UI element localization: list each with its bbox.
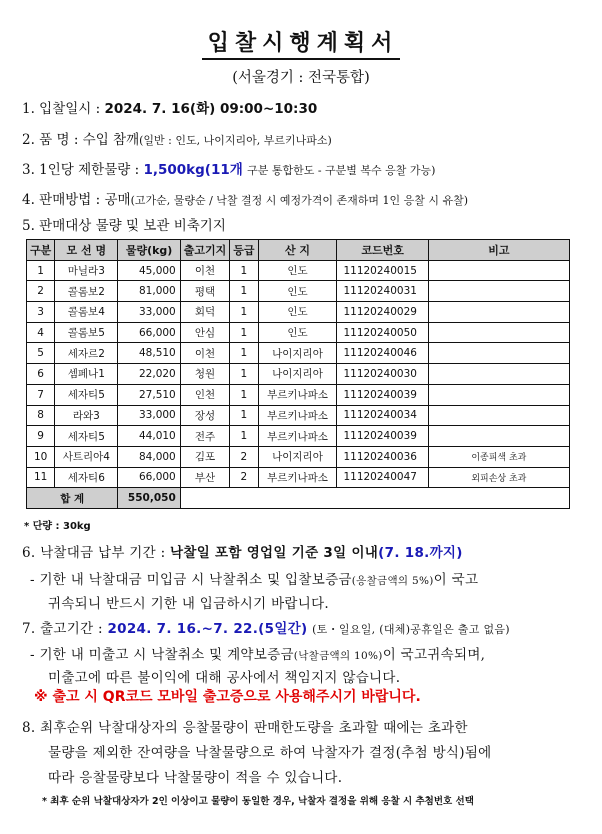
table-cell: 8	[27, 405, 55, 426]
table-row	[27, 405, 570, 426]
release-period-value: 2024. 7. 16.~7. 22.(5일간)	[107, 621, 308, 637]
table-cell: 11120240031	[337, 281, 428, 302]
table-cell: 나이지리아	[258, 364, 337, 385]
table-header-row	[27, 240, 570, 261]
header-cell: 등급	[230, 240, 258, 261]
header-cell: 구분	[27, 240, 55, 261]
table-cell: 6	[27, 364, 55, 385]
table-cell: 나이지리아	[258, 343, 337, 364]
table-cell: 1	[230, 302, 258, 323]
table-cell: 1	[230, 426, 258, 447]
table-cell: 7	[27, 384, 55, 405]
table-cell: 이천	[180, 343, 230, 364]
table-row	[27, 384, 570, 405]
header-cell: 모 선 명	[55, 240, 118, 261]
table-cell: 인도	[258, 260, 337, 281]
bid-date-value: 2024. 7. 16(화) 09:00~10:30	[104, 101, 318, 117]
page-title: 입찰시행계획서	[0, 26, 602, 57]
table-cell: 11120240015	[337, 260, 428, 281]
table-cell: 사트리아4	[55, 446, 118, 467]
table-cell: 2	[27, 281, 55, 302]
table-cell: 11120240039	[337, 426, 428, 447]
footnote: * 최후 순위 낙찰대상자가 2인 이상이고 물량이 동일한 경우, 낙찰자 결정을 위해 응찰 시 추첨번호 선택	[42, 796, 474, 807]
table-cell: 11120240036	[337, 446, 428, 467]
table-cell: 셈페나1	[55, 364, 118, 385]
unit-note: * 단량 : 30kg	[24, 521, 91, 532]
table-cell: 회덕	[180, 302, 230, 323]
header-cell: 코드번호	[337, 240, 428, 261]
table-cell: 세자티6	[55, 467, 118, 488]
table-cell: 전주	[180, 426, 230, 447]
table-row	[27, 302, 570, 323]
limit-value: 1,500kg(11개	[143, 162, 243, 178]
table-cell	[428, 281, 569, 302]
table-row	[27, 446, 570, 467]
limit-line: 3. 1인당 제한물량 : 1,500kg(11개 구분 통합한도 - 구분별 복수 응찰 가능)	[22, 162, 436, 178]
release-note-2: 미출고에 따른 불이익에 대해 공사에서 책임지지 않습니다.	[48, 670, 401, 686]
table-cell: 4	[27, 322, 55, 343]
table-row	[27, 322, 570, 343]
table-cell: 세자티5	[55, 384, 118, 405]
table-cell: 이종피색 초과	[428, 446, 569, 467]
table-cell: 66,000	[118, 467, 180, 488]
table-cell: 부르키나파소	[258, 426, 337, 447]
table-row	[27, 426, 570, 447]
table-row	[27, 364, 570, 385]
table-cell: 11120240046	[337, 343, 428, 364]
table-cell: 1	[230, 405, 258, 426]
sale-target-heading: 5. 판매대상 물량 및 보관 비축기지	[22, 218, 226, 234]
header-cell: 출고기지	[180, 240, 230, 261]
table-cell: 청원	[180, 364, 230, 385]
item8-line-3: 따라 응찰물량보다 낙찰물량이 적을 수 있습니다.	[48, 770, 343, 786]
table-cell: 1	[230, 322, 258, 343]
table-cell: 이천	[180, 260, 230, 281]
header-cell: 비고	[428, 240, 569, 261]
table-cell: 마닐라3	[55, 260, 118, 281]
payment-deadline: (7. 18.까지)	[378, 545, 463, 561]
table-cell: 평택	[180, 281, 230, 302]
table-cell: 부르키나파소	[258, 467, 337, 488]
table-cell	[428, 260, 569, 281]
table-cell: 인천	[180, 384, 230, 405]
table-cell: 콜롬보2	[55, 281, 118, 302]
table-cell: 인도	[258, 322, 337, 343]
qr-notice: ※ 출고 시 QR코드 모바일 출고증으로 사용해주시기 바랍니다.	[34, 689, 421, 705]
header-cell: 물량(kg)	[118, 240, 180, 261]
table-cell: 1	[230, 281, 258, 302]
table-total-row	[27, 488, 570, 509]
table-cell	[428, 343, 569, 364]
table-cell: 세자티5	[55, 426, 118, 447]
table-cell: 5	[27, 343, 55, 364]
table-cell: 세자르2	[55, 343, 118, 364]
table-cell: 1	[230, 384, 258, 405]
table-cell: 김포	[180, 446, 230, 467]
table-cell: 11	[27, 467, 55, 488]
table-cell: 48,510	[118, 343, 180, 364]
page-subtitle: (서울경기 : 전국통합)	[232, 70, 370, 86]
table-cell: 라와3	[55, 405, 118, 426]
table-cell: 3	[27, 302, 55, 323]
table-cell: 1	[230, 260, 258, 281]
item-name-line: 2. 품 명 : 수입 참깨(일반 : 인도, 나이지리아, 부르키나파소)	[22, 132, 332, 148]
table-cell: 2	[230, 467, 258, 488]
payment-note-2: 귀속되니 반드시 기한 내 입금하시기 바랍니다.	[48, 596, 330, 612]
table-cell: 부르키나파소	[258, 384, 337, 405]
total-label: 합 계	[27, 488, 118, 509]
table-row	[27, 281, 570, 302]
table-cell: 1	[230, 343, 258, 364]
items-table	[26, 239, 570, 509]
table-cell: 11120240047	[337, 467, 428, 488]
table-cell: 장성	[180, 405, 230, 426]
bid-date-line: 1. 입찰일시 : 2024. 7. 16(화) 09:00~10:30	[22, 101, 318, 117]
payment-period-line: 6. 낙찰대금 납부 기간 : 낙찰일 포함 영업일 기준 3일 이내(7. 18.까지)	[22, 545, 463, 561]
table-cell: 2	[230, 446, 258, 467]
total-value: 550,050	[118, 488, 180, 509]
table-cell: 외피손상 초과	[428, 467, 569, 488]
table-cell: 84,000	[118, 446, 180, 467]
table-cell: 부산	[180, 467, 230, 488]
table-row	[27, 260, 570, 281]
table-cell	[428, 364, 569, 385]
table-cell: 9	[27, 426, 55, 447]
release-note-1: - 기한 내 미출고 시 낙찰취소 및 계약보증금(낙찰금액의 10%)이 국고귀속되며,	[30, 647, 486, 663]
table-cell: 11120240034	[337, 405, 428, 426]
header-cell: 산 지	[258, 240, 337, 261]
release-period-line: 7. 출고기간 : 2024. 7. 16.~7. 22.(5일간) (토・일요일, (대체)공휴일은 출고 없음)	[22, 621, 510, 637]
table-cell: 33,000	[118, 302, 180, 323]
table-cell: 11120240029	[337, 302, 428, 323]
table-cell: 22,020	[118, 364, 180, 385]
sale-method-line: 4. 판매방법 : 공매(고가순, 물량순 / 낙찰 결정 시 예정가격이 존재하며 1인 응찰 시 유찰)	[22, 192, 469, 208]
table-cell: 27,510	[118, 384, 180, 405]
table-cell: 66,000	[118, 322, 180, 343]
table-row	[27, 467, 570, 488]
table-cell: 45,000	[118, 260, 180, 281]
table-cell: 33,000	[118, 405, 180, 426]
table-cell: 콜롬보5	[55, 322, 118, 343]
table-cell: 1	[230, 364, 258, 385]
table-cell: 1	[27, 260, 55, 281]
payment-note-1: - 기한 내 낙찰대금 미입금 시 낙찰취소 및 입찰보증금(응찰금액의 5%)이 국고	[30, 572, 479, 588]
table-cell	[428, 405, 569, 426]
table-cell: 10	[27, 446, 55, 467]
table-cell: 안심	[180, 322, 230, 343]
table-cell: 11120240030	[337, 364, 428, 385]
table-cell: 11120240050	[337, 322, 428, 343]
payment-period-value: 낙찰일 포함 영업일 기준 3일 이내	[170, 545, 379, 561]
table-cell: 나이지리아	[258, 446, 337, 467]
table-cell	[428, 384, 569, 405]
table-cell: 부르키나파소	[258, 405, 337, 426]
table-row	[27, 343, 570, 364]
table-cell: 인도	[258, 302, 337, 323]
table-cell: 인도	[258, 281, 337, 302]
item8-line-1: 8. 최후순위 낙찰대상자의 응찰물량이 판매한도량을 초과할 때에는 초과한	[22, 720, 468, 736]
table-cell	[428, 302, 569, 323]
table-cell	[428, 322, 569, 343]
table-cell: 11120240039	[337, 384, 428, 405]
table-cell: 44,010	[118, 426, 180, 447]
item8-line-2: 물량을 제외한 잔여량을 낙찰물량으로 하여 낙찰자가 결정(추첨 방식)됨에	[48, 745, 492, 761]
table-cell: 콜롬보4	[55, 302, 118, 323]
table-cell: 81,000	[118, 281, 180, 302]
table-cell	[428, 426, 569, 447]
